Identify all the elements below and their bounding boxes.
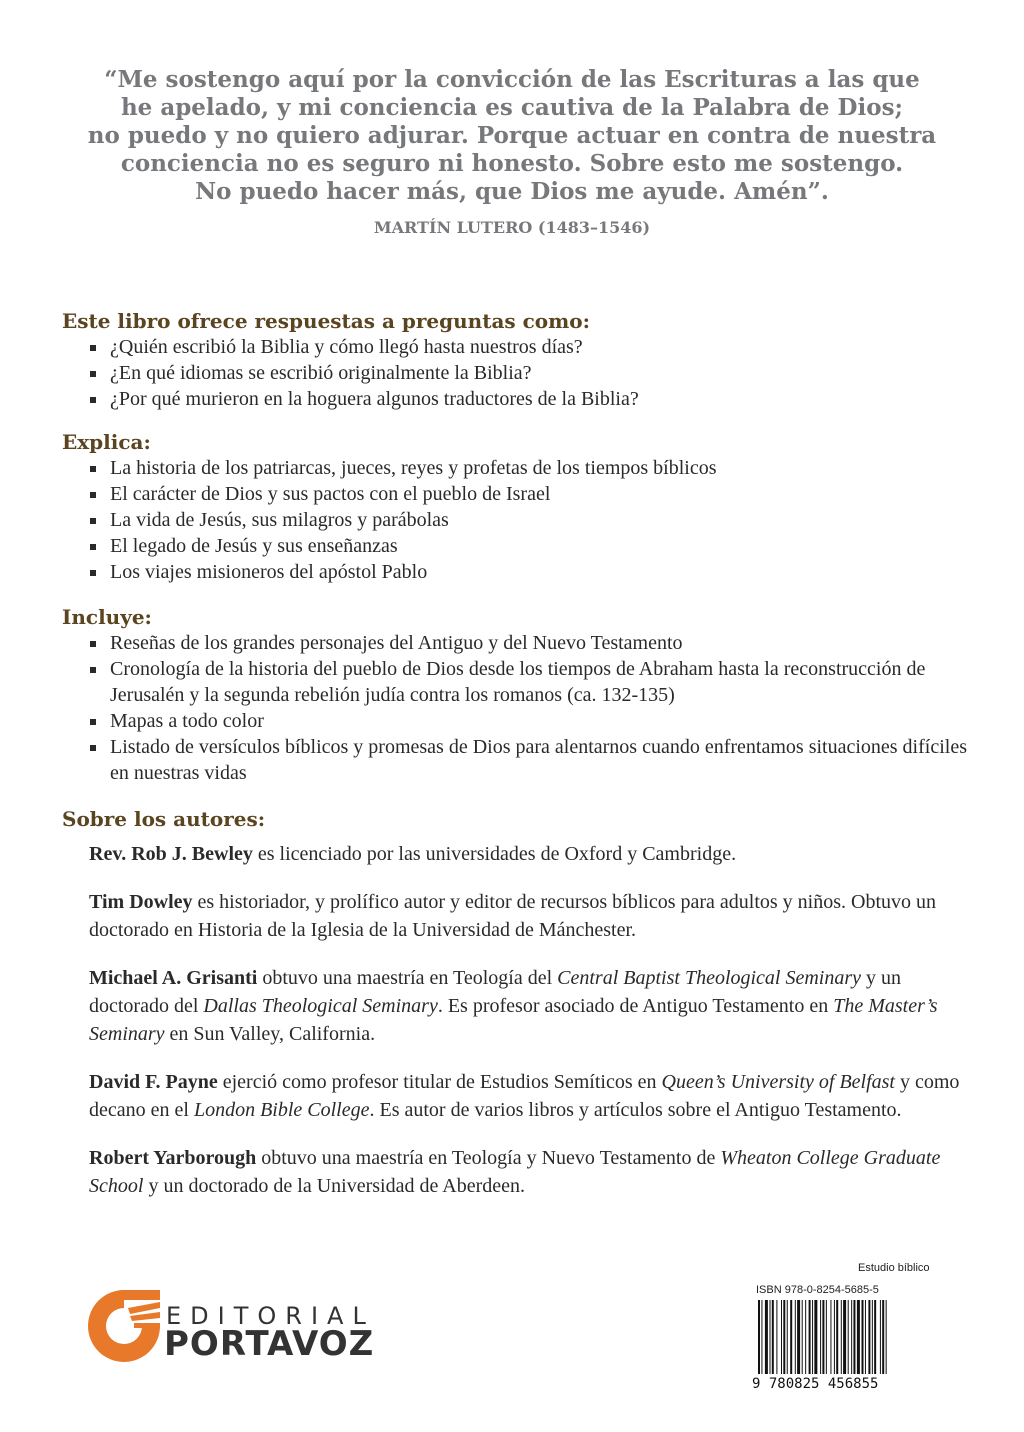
includes-list (62, 630, 972, 786)
bullet-icon (90, 667, 96, 673)
author-text: es licenciado por las universidades de Oxford y Cambridge. (252, 843, 737, 865)
list-item-text: ¿En qué idiomas se escribió originalmente la Biblia? (110, 362, 532, 384)
authors-section (62, 806, 962, 1220)
explains-list (62, 455, 972, 585)
list-item-text: Listado de versículos bíblicos y promesas de Dios para alentarnos cuando enfrentamos situaciones difíciles en nuestras vidas (110, 736, 967, 784)
list-item-text: Mapas a todo color (110, 710, 264, 732)
author-bio (62, 1068, 962, 1124)
list-item-text: ¿Por qué murieron en la hoguera algunos traductores de la Biblia? (110, 388, 639, 410)
bullet-icon (90, 570, 96, 576)
ean-digits: 780825 456855 (768, 1376, 879, 1392)
list-item (62, 334, 972, 360)
barcode-icon (752, 1300, 922, 1378)
author-name: Tim Dowley (89, 891, 193, 913)
list-item (62, 708, 972, 734)
list-item (62, 533, 972, 559)
author-bio (62, 964, 962, 1048)
isbn-label: ISBN 978-0-8254-5685-5 (756, 1284, 879, 1296)
quote-line: conciencia no es seguro ni honesto. Sobre esto me sostengo. (120, 150, 904, 177)
bullet-icon (90, 492, 96, 498)
list-item-text: ¿Quién escribió la Biblia y cómo llegó hasta nuestros días? (110, 336, 583, 358)
questions-section (62, 308, 972, 412)
author-text: . Es profesor asociado de Antiguo Testamento en (437, 995, 834, 1017)
list-item (62, 507, 972, 533)
institution-name: The Master’s Seminary (89, 995, 938, 1045)
list-item-text: La historia de los patriarcas, jueces, reyes y profetas de los tiempos bíblicos (110, 457, 717, 479)
quote-line: no puedo y no quiero adjurar. Porque actuar en contra de nuestra (87, 122, 937, 149)
quote-line: “Me sostengo aquí por la convicción de las Escrituras a las que (104, 66, 920, 93)
publisher-name-bottom: PORTAVOZ (164, 1324, 375, 1364)
publisher-logo (84, 1286, 404, 1366)
isbn-block (752, 1284, 934, 1392)
portavoz-logo-icon (84, 1286, 164, 1366)
quote-line: No puedo hacer más, que Dios me ayude. Amén”. (195, 178, 829, 205)
section-heading: Sobre los autores: (62, 807, 266, 831)
institution-name: Central Baptist Theological Seminary (557, 967, 862, 989)
author-name: Rev. Rob J. Bewley (89, 843, 253, 865)
list-item (62, 734, 972, 786)
institution-name: Dallas Theological Seminary (203, 995, 438, 1017)
bullet-icon (90, 466, 96, 472)
ean-number (752, 1376, 934, 1392)
quote-line: he apelado, y mi conciencia es cautiva de la Palabra de Dios; (120, 94, 904, 121)
author-name: Michael A. Grisanti (89, 967, 258, 989)
list-item (62, 630, 972, 656)
list-item-text: Cronología de la historia del pueblo de Dios desde los tiempos de Abraham hasta la reconstrucción de Jerusalén y la segunda rebelión judía contra los romanos (ca. 132-135) (110, 658, 926, 706)
author-bio (62, 888, 962, 944)
author-bio (62, 1144, 962, 1200)
institution-name: Queen’s University of Belfast (661, 1071, 895, 1093)
author-name: Robert Yarborough (89, 1147, 257, 1169)
list-item (62, 656, 972, 708)
bullet-icon (90, 745, 96, 751)
ean-first-digit: 9 (752, 1376, 761, 1392)
author-text: ejerció como profesor titular de Estudios Semíticos en (217, 1071, 662, 1093)
author-text: . Es autor de varios libros y artículos sobre el Antiguo Testamento. (369, 1099, 902, 1121)
list-item (62, 455, 972, 481)
questions-list (62, 334, 972, 412)
bullet-icon (90, 641, 96, 647)
author-text: obtuvo una maestría en Teología y Nuevo Testamento de (256, 1147, 721, 1169)
lutero-quote (60, 66, 964, 206)
section-heading: Incluye: (62, 605, 152, 629)
institution-name: London Bible College (193, 1099, 370, 1121)
institution-name: Wheaton College Graduate School (89, 1147, 941, 1197)
author-text: es historiador, y prolífico autor y editor de recursos bíblicos para adultos y niños. Obtuvo un doctorado en Historia de la Iglesia de la Universidad de Mánchester. (89, 891, 937, 941)
section-heading: Explica: (62, 430, 151, 454)
list-item-text: Los viajes misioneros del apóstol Pablo (110, 561, 428, 583)
bullet-icon (90, 397, 96, 403)
author-text: y como decano en el (89, 1071, 960, 1121)
quote-attribution: MARTÍN LUTERO (1483–1546) (373, 218, 651, 237)
bullet-icon (90, 518, 96, 524)
bullet-icon (90, 544, 96, 550)
publisher-name-top: EDITORIAL (166, 1302, 375, 1330)
author-text: obtuvo una maestría en Teología del (257, 967, 558, 989)
list-item (62, 559, 972, 585)
list-item (62, 360, 972, 386)
list-item (62, 481, 972, 507)
author-text: y un doctorado de la Universidad de Aberdeen. (143, 1175, 525, 1197)
bullet-icon (90, 719, 96, 725)
list-item-text: Reseñas de los grandes personajes del Antiguo y del Nuevo Testamento (110, 632, 683, 654)
explains-section (62, 429, 972, 585)
list-item-text: La vida de Jesús, sus milagros y parábolas (110, 509, 449, 531)
list-item (62, 386, 972, 412)
section-heading: Este libro ofrece respuestas a preguntas como: (62, 309, 591, 333)
list-item-text: El legado de Jesús y sus enseñanzas (110, 535, 398, 557)
list-item-text: El carácter de Dios y sus pactos con el pueblo de Israel (110, 483, 551, 505)
bullet-icon (90, 345, 96, 351)
author-bio (62, 840, 962, 868)
author-text: en Sun Valley, California. (164, 1023, 376, 1045)
author-name: David F. Payne (89, 1071, 218, 1093)
genre-label: Estudio bíblico (858, 1262, 930, 1274)
includes-section (62, 604, 972, 786)
author-text: y un doctorado del (89, 967, 902, 1017)
bullet-icon (90, 371, 96, 377)
